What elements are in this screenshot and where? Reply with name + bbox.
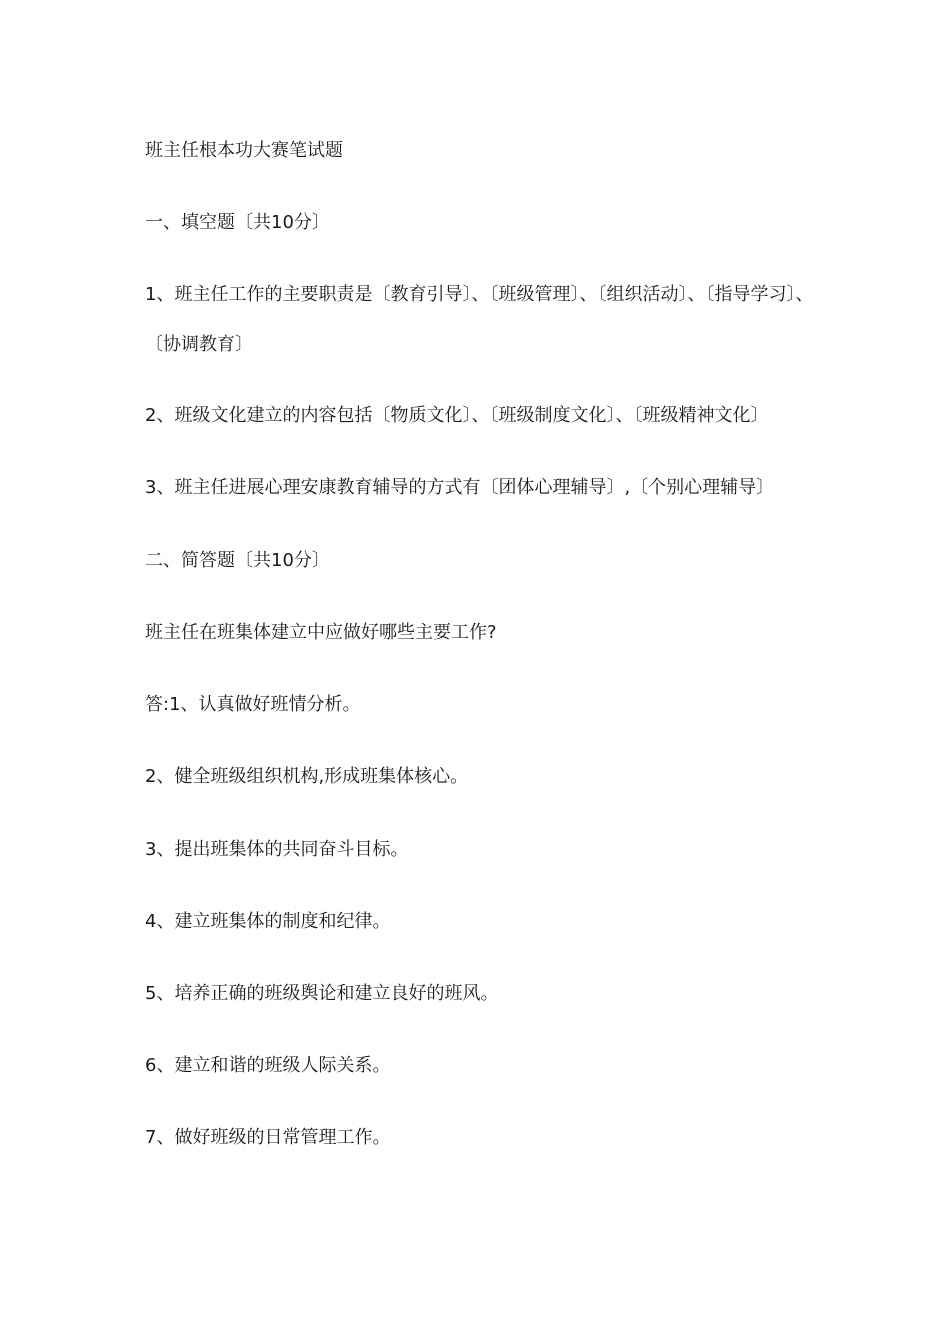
question-1: 1、班主任工作的主要职责是〔教育引导〕、〔班级管理〕、〔组织活动〕、〔指导学习〕、〔协调教育〕 (145, 284, 814, 355)
answer-item: 2、健全班级组织机构,形成班集体核心。 (145, 766, 469, 787)
answer-item: 5、培养正确的班级舆论和建立良好的班风。 (145, 983, 499, 1004)
short-answer-question: 班主任在班集体建立中应做好哪些主要工作? (145, 622, 497, 643)
answer-item: 7、做好班级的日常管理工作。 (145, 1127, 391, 1148)
answer-item: 3、提出班集体的共同奋斗目标。 (145, 839, 409, 860)
document-title: 班主任根本功大赛笔试题 (145, 140, 343, 161)
question-3: 3、班主任进展心理安康教育辅导的方式有〔团体心理辅导〕,〔个别心理辅导〕 (145, 477, 775, 498)
answer-item: 6、建立和谐的班级人际关系。 (145, 1055, 391, 1076)
section1-heading: 一、填空题〔共10分〕 (145, 212, 330, 233)
section2-heading: 二、简答题〔共10分〕 (145, 550, 330, 571)
answer-item: 4、建立班集体的制度和纪律。 (145, 911, 391, 932)
answer-item: 答:1、认真做好班情分析。 (145, 694, 361, 715)
question-2: 2、班级文化建立的内容包括〔物质文化〕、〔班级制度文化〕、〔班级精神文化〕 (145, 405, 769, 426)
